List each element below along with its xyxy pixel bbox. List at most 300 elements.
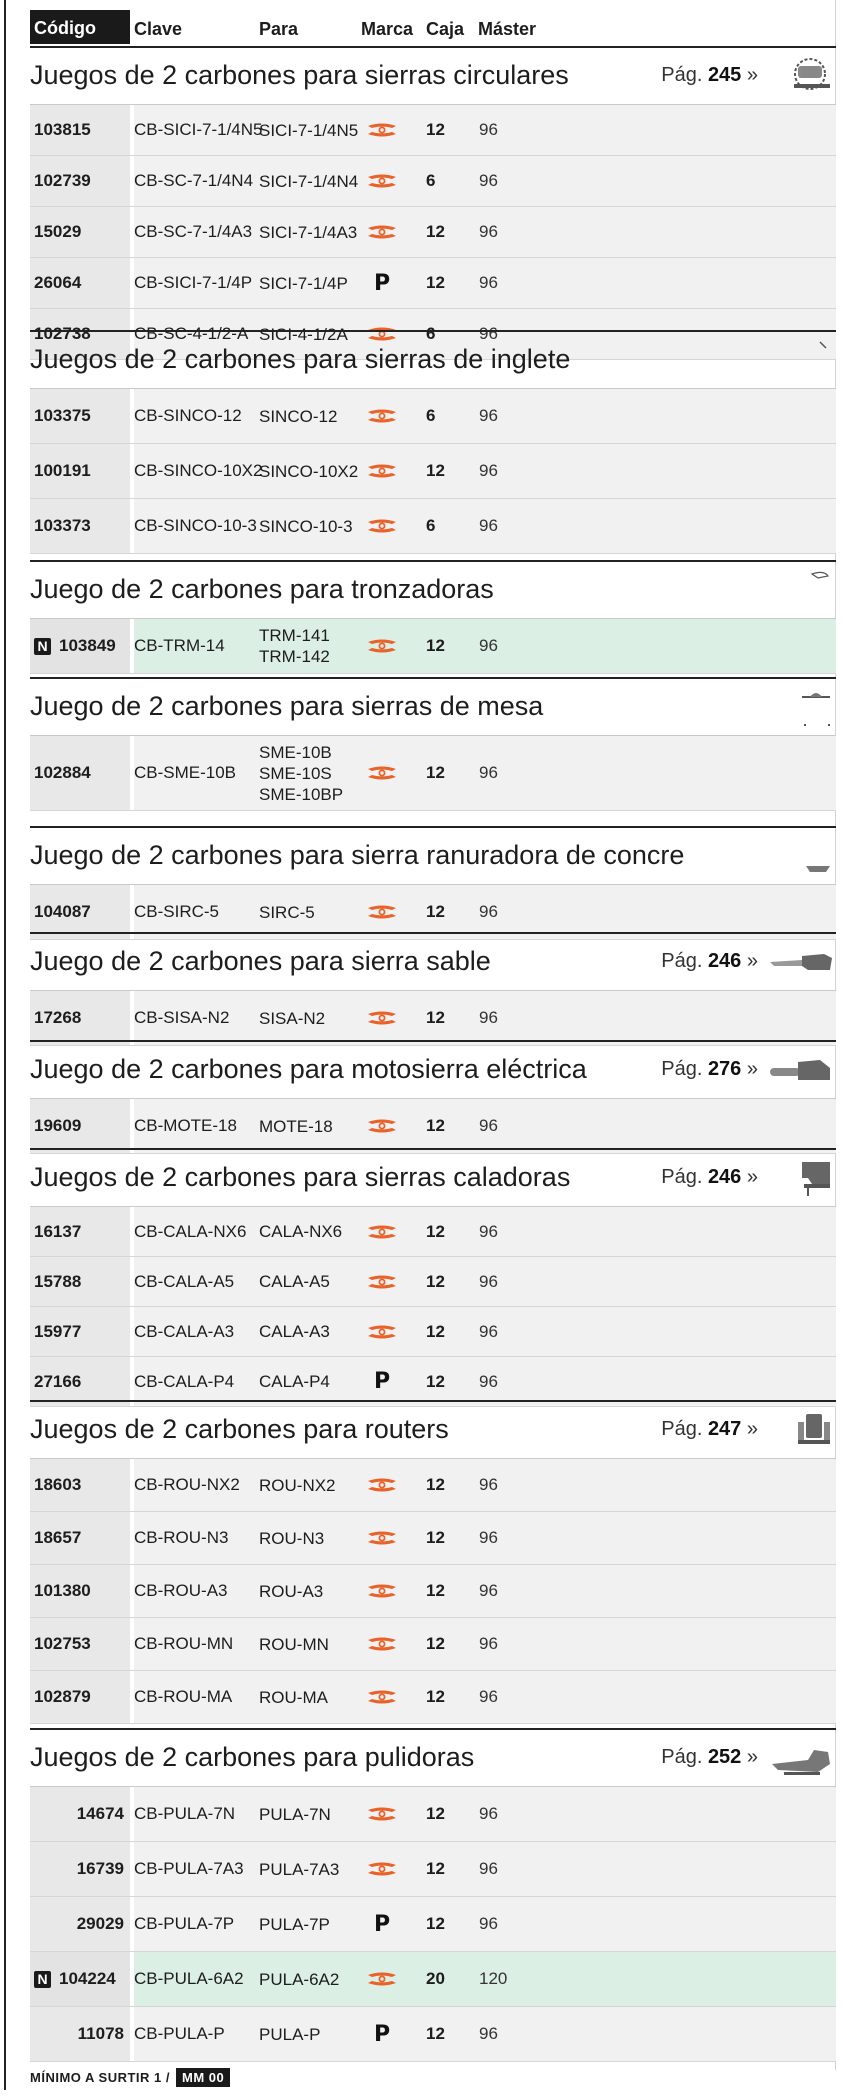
cell-marca [362,1357,402,1406]
cut-off-saw-icon [768,570,834,610]
cell-marca [362,1207,402,1256]
cell-marca [362,1618,402,1670]
cell-codigo [30,991,130,1045]
section-title: Juegos de 2 carbones para sierras de inglete [30,344,571,374]
cell-master: 96 [479,1914,498,1933]
cell-caja: 12 [426,1475,445,1494]
cell-caja: 12 [426,222,445,241]
cell-marca [362,1307,402,1356]
code-value: 104224 [59,1969,116,1988]
cell-master: 96 [479,1371,498,1391]
para-model: ROU-N3 [259,1528,325,1548]
cell-caja: 12 [426,1634,445,1653]
cell-marca [362,258,402,308]
section-title: Juegos de 2 carbones para pulidoras [30,1742,475,1772]
page-prefix: Pág. [661,1746,708,1768]
page-number: 245 [707,64,742,86]
product-section [30,826,836,940]
truper-logo-icon [366,173,398,189]
truper-logo-icon [366,224,398,240]
table-row [30,258,836,309]
cell-marca [362,2007,402,2061]
table-row [30,1787,836,1842]
cell-marca [362,207,402,257]
table-row [30,991,836,1046]
cell-para [259,1618,329,1670]
para-model: CALA-A5 [259,1272,330,1291]
product-section [30,560,836,674]
cell-para [259,1671,328,1723]
table-row [30,1618,836,1671]
page-reference-link[interactable] [661,1042,758,1096]
section-title: Juegos de 2 carbones para sierras circulares [30,60,569,90]
section-title: Juego de 2 carbones para motosierra eléctrica [30,1054,587,1084]
footer-text: MÍNIMO A SURTIR 1 / [30,2070,170,2085]
table-row [30,1897,836,1952]
cell-clave: CB-TRM-14 [134,636,225,655]
para-model: CALA-NX6 [259,1222,343,1241]
code-value: 11078 [77,2024,124,2043]
cell-clave: CB-SICI-7-1/4P [134,273,253,292]
new-badge: N [34,1971,51,1988]
table-row [30,389,836,444]
section-title: Juegos de 2 carbones para sierras caladoras [30,1162,571,1192]
section-title: Juego de 2 carbones para sierra sable [30,946,491,976]
section-header [30,1148,836,1207]
cell-codigo [30,258,130,308]
truper-logo-icon [366,1689,398,1705]
cell-clave: CB-ROU-NX2 [134,1475,240,1494]
cell-para [259,1512,324,1564]
cell-master: 120 [479,1969,508,1988]
para-model: PULA-P [259,2024,321,2044]
table-row [30,1671,836,1724]
router-icon [768,1410,834,1450]
para-model: ROU-NX2 [259,1475,336,1495]
truper-logo-icon [366,1118,398,1134]
cell-caja: 20 [426,1969,445,1988]
para-model: SINCO-12 [259,406,338,426]
cell-para [259,736,343,810]
cell-codigo [30,1257,130,1306]
cell-clave: CB-ROU-MN [134,1634,234,1653]
cell-marca [362,444,402,498]
section-header [30,330,836,389]
cell-codigo [30,1842,130,1896]
column-master: Máster [478,19,537,39]
para-model: SME-10BP [259,784,344,804]
cell-marca [362,885,402,939]
para-model: MOTE-18 [259,1116,333,1136]
cell-clave: CB-PULA-7P [134,1914,235,1933]
cell-marca [362,389,402,443]
cell-caja: 6 [426,324,436,343]
cell-para [259,1307,330,1356]
cell-marca [362,991,402,1045]
section-header [30,677,836,736]
cell-para [259,619,330,673]
code-value: 27166 [34,1371,82,1391]
column-codigo: Código [30,10,130,44]
jigsaw-icon [768,1158,834,1198]
cell-clave: CB-CALA-A5 [134,1271,235,1291]
cell-clave: CB-SISA-N2 [134,1008,230,1027]
cell-caja: 6 [426,406,436,425]
cell-marca [362,1459,402,1511]
code-value: 15788 [34,1271,82,1291]
truper-logo-icon [366,463,398,479]
cell-master: 96 [479,1221,498,1241]
cell-clave: CB-SC-7-1/4N4 [134,171,254,190]
para-model: ROU-A3 [259,1581,324,1601]
page-number: 247 [707,1418,742,1440]
page-reference-link[interactable] [661,1150,758,1204]
cell-codigo [30,885,130,939]
page-number: 246 [707,950,742,972]
cell-para [259,389,337,443]
code-value: 102739 [34,171,91,190]
cell-marca [362,619,402,673]
table-row [30,156,836,207]
product-section [30,1400,836,1724]
page-prefix: Pág. [661,1418,708,1440]
cell-master: 96 [479,2024,498,2043]
circular-saw-icon [768,56,834,96]
cell-clave: CB-SINCO-10X2 [134,461,263,480]
new-badge: N [34,638,51,655]
table-row [30,619,836,674]
cell-master: 96 [479,636,498,655]
cell-codigo [30,1952,130,2006]
page-reference-link[interactable] [661,1402,758,1456]
code-value: 100191 [34,461,91,480]
cell-marca [362,156,402,206]
table-row [30,444,836,499]
polisher-icon [768,1738,834,1778]
code-value: 103815 [34,120,91,139]
column-marca: Marca [361,19,414,39]
cell-caja: 12 [426,1687,445,1706]
cell-caja: 12 [426,1581,445,1600]
cell-codigo [30,1618,130,1670]
truper-logo-icon [366,1636,398,1652]
cell-para [259,1842,339,1896]
code-value: 103375 [34,406,91,425]
page-number: 276 [707,1058,742,1080]
code-value: 18603 [34,1475,82,1494]
cell-para [259,156,358,206]
code-value: 15977 [34,1321,82,1341]
truper-logo-icon [366,518,398,534]
cell-codigo [30,1787,130,1841]
page-reference-link[interactable] [661,1730,758,1784]
cell-caja: 12 [426,1008,445,1027]
footer [30,2068,230,2087]
code-value: 29029 [76,1914,124,1933]
cell-marca [362,736,402,810]
cell-caja: 12 [426,1116,445,1135]
cell-codigo [30,1671,130,1723]
cell-caja: 12 [426,902,445,921]
cell-para [259,1207,342,1256]
page-prefix: Pág. [661,1058,708,1080]
cell-master: 96 [479,1116,498,1135]
section-header [30,560,836,619]
page-arrow-icon: » [741,1058,758,1080]
cell-para [259,1099,333,1153]
cell-para [259,885,315,939]
cell-master: 96 [479,273,498,292]
cell-master: 96 [479,1581,498,1600]
cell-master: 96 [479,1634,498,1653]
truper-logo-icon [366,1477,398,1493]
cell-master: 96 [479,171,498,190]
para-model: SICI-7-1/4P [259,273,348,293]
page-prefix: Pág. [661,64,708,86]
para-model: SICI-7-1/4N5 [259,120,359,140]
table-row [30,2007,836,2062]
para-model: SIRC-5 [259,902,315,922]
para-model: SISA-N2 [259,1008,326,1028]
table-row [30,1257,836,1307]
product-section [30,330,836,554]
section-header [30,932,836,991]
cell-para [259,105,358,155]
cell-clave: CB-PULA-6A2 [134,1969,244,1988]
page-arrow-icon: » [741,1418,758,1440]
cell-master: 96 [479,406,498,425]
cell-caja: 12 [426,636,445,655]
page-arrow-icon: » [741,1746,758,1768]
code-value: 102753 [34,1634,91,1653]
page-reference-link[interactable] [661,48,758,102]
cell-marca [362,1565,402,1617]
table-row [30,1952,836,2007]
column-caja: Caja [426,19,465,39]
page-number: 252 [707,1746,742,1768]
para-model: TRM-141 [259,626,330,645]
para-model: SINCO-10X2 [259,461,359,481]
truper-logo-icon [366,765,398,781]
cell-codigo [30,1307,130,1356]
code-value: 101380 [34,1581,91,1600]
table-row [30,1565,836,1618]
cell-clave: CB-CALA-P4 [134,1371,235,1391]
cell-codigo [30,156,130,206]
pretul-logo-icon: P [373,1911,391,1937]
para-model: PULA-7A3 [259,1859,340,1879]
cell-marca [362,1787,402,1841]
cell-marca [362,499,402,553]
cell-master: 96 [479,1321,498,1341]
cell-codigo [30,1512,130,1564]
cell-para [259,258,348,308]
table-row [30,105,836,156]
cell-marca [362,1099,402,1153]
cell-master: 96 [479,763,498,782]
cell-master: 96 [479,222,498,241]
cell-marca [362,1842,402,1896]
page-reference-link[interactable] [661,934,758,988]
column-header [30,10,836,48]
cell-clave: CB-SICI-7-1/4N5 [134,120,263,139]
cell-clave: CB-CALA-A3 [134,1321,235,1341]
cell-caja: 12 [426,2024,445,2043]
cell-clave: CB-SIRC-5 [134,902,220,921]
cell-caja: 12 [426,1371,445,1391]
cell-master: 96 [479,1687,498,1706]
para-model: SME-10B [259,742,332,762]
page-arrow-icon: » [741,1166,758,1188]
cell-marca [362,1257,402,1306]
para-model: PULA-7N [259,1804,331,1824]
cell-caja: 12 [426,1528,445,1547]
para-model: PULA-6A2 [259,1969,340,1989]
section-header [30,48,836,105]
code-value: 17268 [34,1008,82,1027]
cell-master: 96 [479,324,498,343]
cell-codigo [30,389,130,443]
code-value: 19609 [34,1116,82,1135]
section-title: Juegos de 2 carbones para routers [30,1414,449,1444]
product-section [30,1148,836,1407]
cell-master: 96 [479,516,498,535]
cell-codigo [30,736,130,810]
code-value: 104087 [34,902,91,921]
table-row [30,1207,836,1257]
reciprocating-saw-icon [768,942,834,982]
para-model: TRM-142 [259,647,330,666]
cell-caja: 12 [426,120,445,139]
product-section [30,48,836,360]
cell-master: 96 [479,1859,498,1878]
pretul-logo-icon: P [373,1369,391,1394]
cell-para [259,1257,330,1306]
para-model: CALA-A3 [259,1322,330,1341]
cell-master: 96 [479,1008,498,1027]
truper-logo-icon [366,904,398,920]
cell-codigo [30,444,130,498]
cell-para [259,1357,330,1406]
truper-logo-icon [366,1971,398,1987]
wall-chaser-icon [768,836,834,876]
truper-logo-icon [366,1530,398,1546]
cell-caja: 12 [426,1859,445,1878]
cell-codigo [30,1459,130,1511]
code-value: 14674 [76,1804,124,1823]
product-section [30,677,836,811]
cell-clave: CB-PULA-7N [134,1804,236,1823]
truper-logo-icon [366,1583,398,1599]
cell-master: 96 [479,1475,498,1494]
cell-codigo [30,1897,130,1951]
table-row [30,1307,836,1357]
cell-para [259,1952,339,2006]
cell-codigo [30,499,130,553]
table-row [30,736,836,811]
section-header [30,826,836,885]
cell-clave: CB-ROU-MA [134,1687,233,1706]
footer-badge: MM 00 [176,2068,230,2087]
truper-logo-icon [366,638,398,654]
cell-marca [362,1671,402,1723]
table-row [30,499,836,554]
para-model: ROU-MA [259,1687,328,1707]
cell-marca [362,105,402,155]
truper-logo-icon [366,122,398,138]
code-value: 16739 [76,1859,124,1878]
cell-codigo [30,2007,130,2061]
cell-caja: 6 [426,516,436,535]
pretul-logo-icon: P [373,270,391,296]
product-section [30,1728,836,2062]
cell-clave: CB-PULA-P [134,2024,225,2043]
cell-caja: 12 [426,273,445,292]
code-value: 18657 [34,1528,82,1547]
cell-caja: 6 [426,171,436,190]
cell-para [259,1897,330,1951]
truper-logo-icon [366,1010,398,1026]
table-saw-icon [768,687,834,727]
cell-caja: 12 [426,1321,445,1341]
cell-clave: CB-SINCO-10-3 [134,516,257,535]
table-row [30,1842,836,1897]
para-model: SICI-4-1/2A [259,324,348,344]
para-model: CALA-P4 [259,1372,330,1391]
section-header [30,1728,836,1787]
cell-codigo [30,105,130,155]
para-model: ROU-MN [259,1634,329,1654]
left-edge-rule [4,0,6,2090]
cell-clave: CB-SC-7-1/4A3 [134,222,253,241]
table-row [30,1512,836,1565]
cell-para [259,207,357,257]
cell-clave: CB-PULA-7A3 [134,1859,244,1878]
para-model: SINCO-10-3 [259,516,353,536]
table-row [30,1459,836,1512]
page-arrow-icon: » [741,64,758,86]
cell-para [259,1787,331,1841]
code-value: 15029 [34,222,82,241]
section-header [30,1040,836,1099]
cell-master: 96 [479,1528,498,1547]
section-title: Juego de 2 carbones para tronzadoras [30,574,494,604]
para-model: SICI-7-1/4A3 [259,222,358,242]
cell-clave: CB-ROU-A3 [134,1581,228,1600]
cell-codigo [30,619,130,673]
cell-marca [362,1512,402,1564]
cell-clave: CB-SINCO-12 [134,406,242,425]
table-row [30,1099,836,1154]
cell-clave: CB-SME-10B [134,763,237,782]
truper-logo-icon [366,1806,398,1822]
cell-codigo [30,1357,130,1406]
page-arrow-icon: » [741,950,758,972]
column-para: Para [259,19,299,39]
cell-master: 96 [479,1271,498,1291]
table-row [30,207,836,258]
code-value: 102884 [34,763,91,782]
code-value: 102738 [34,324,91,343]
cell-master: 96 [479,902,498,921]
cell-para [259,1565,323,1617]
cell-caja: 12 [426,1914,445,1933]
miter-saw-icon [768,340,834,380]
para-model: SICI-7-1/4N4 [259,171,359,191]
truper-logo-icon [366,1324,398,1340]
cell-codigo [30,1099,130,1153]
page-prefix: Pág. [661,1166,708,1188]
